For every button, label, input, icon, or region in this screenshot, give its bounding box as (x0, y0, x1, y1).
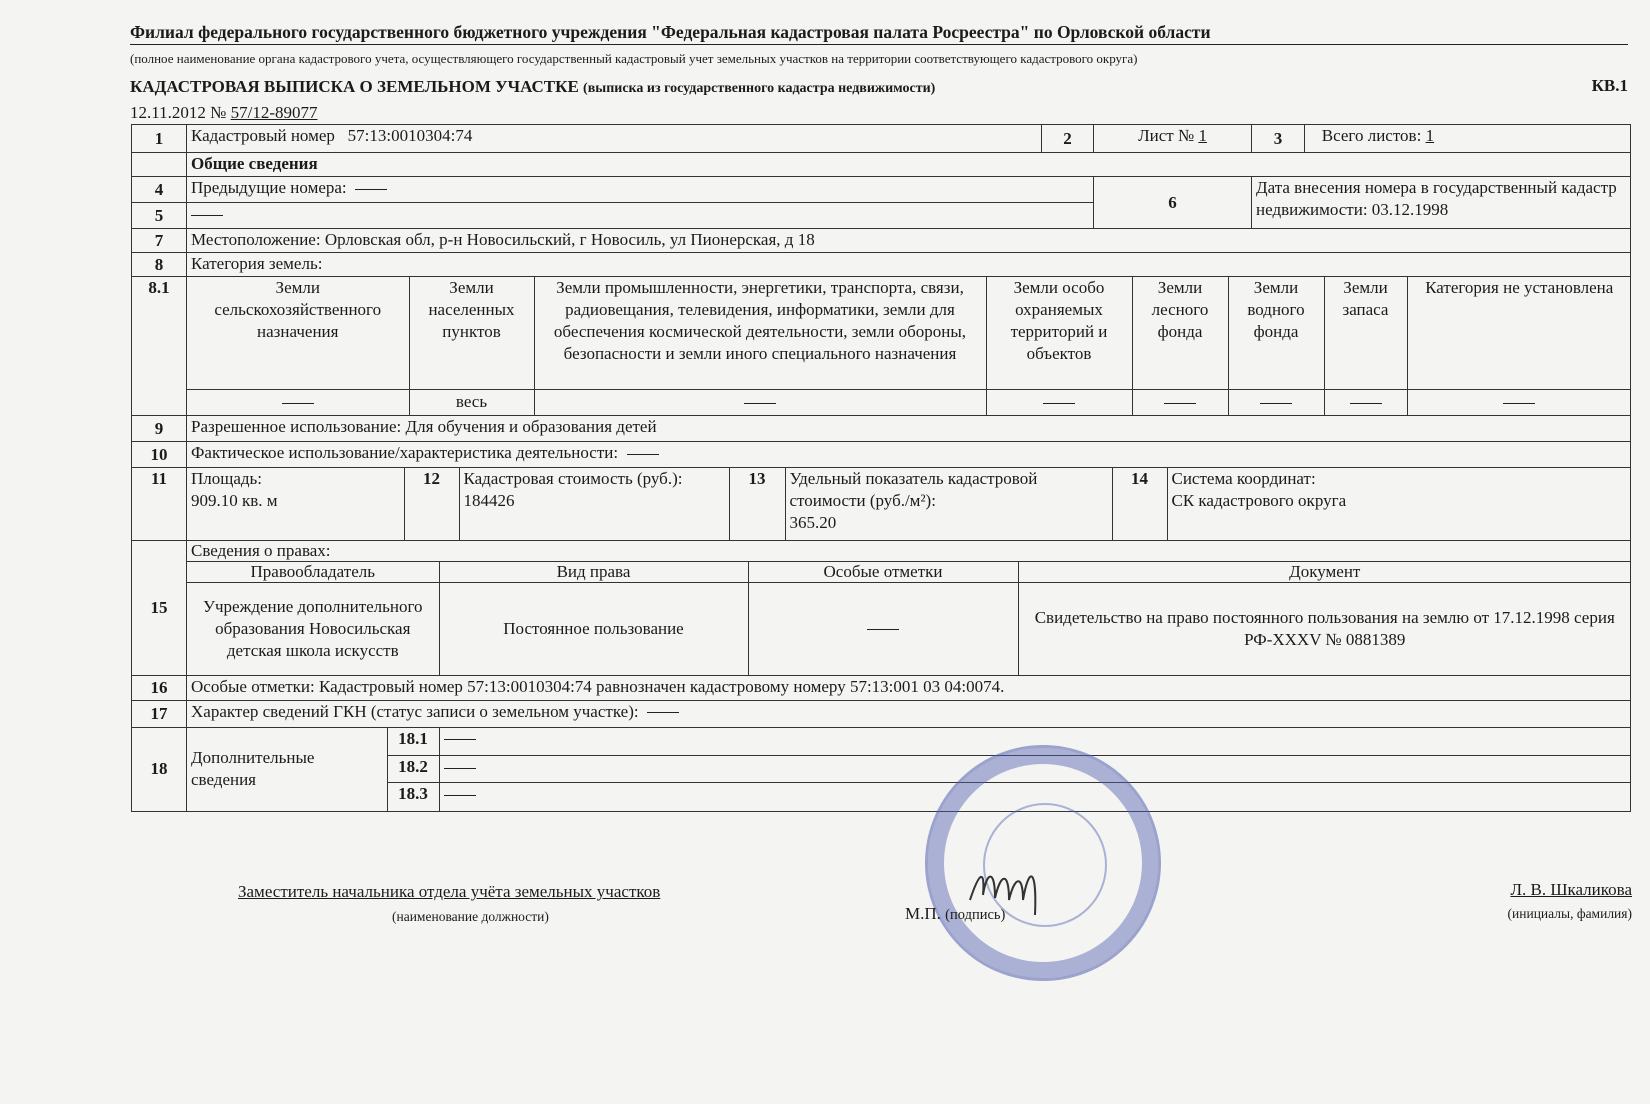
coordinate-system: СК кадастрового округа (1171, 491, 1347, 510)
seal-place: М.П. (подпись) (905, 904, 1006, 923)
name-caption: (инициалы, фамилия) (1507, 906, 1632, 921)
row-1: 1 Кадастровый номер 57:13:0010304:74 2 Лист № 1 3 Всего листов: 1 (132, 125, 1631, 153)
row-17: 17 Характер сведений ГКН (статус записи о земельном участке): (132, 700, 1631, 727)
cadastral-number: 57:13:0010304:74 (347, 126, 473, 145)
sheet-number: 1 (1198, 126, 1207, 145)
row-11: 11 Площадь: 909.10 кв. м 12 Кадастровая стоимость (руб.): 184426 13 Удельный показатель кадастровой стоимости (руб./м²): 365.20 14 Система координат: СК кадастрового округа (132, 468, 1631, 541)
right-type: Постоянное пользование (439, 583, 748, 675)
category-protected: Земли особо охраняемых территорий и объектов (986, 277, 1132, 389)
additional-info-label: Дополнительные сведения (187, 728, 387, 811)
permitted-use: Разрешенное использование: Для обучения и образования детей (187, 416, 1631, 442)
location: Местоположение: Орловская обл, р-н Новосильский, г Новосиль, ул Пионерская, д 18 (187, 229, 1631, 253)
empty-dash (191, 215, 223, 216)
document-number: 57/12-89077 (230, 103, 318, 122)
row-4: 4 Предыдущие номера: 6 Дата внесения номера в государственный кадастр недвижимости: 03.12.1998 (132, 177, 1631, 203)
category-forest: Земли лесного фонда (1132, 277, 1228, 389)
special-marks: Особые отметки: Кадастровый номер 57:13:0010304:74 равнозначен кадастровому номеру 57:13:001 03 04:0074. (187, 675, 1631, 700)
empty-dash (355, 189, 387, 190)
land-category-label: Категория земель: (187, 253, 1631, 277)
document-title: КАДАСТРОВАЯ ВЫПИСКА О ЗЕМЕЛЬНОМ УЧАСТКЕ (выписка из государственного кадастра недвижимости) (130, 77, 936, 96)
row-18: 18 Дополнительные сведения 18.1 18.2 18.3 (132, 727, 1631, 811)
row-7: 7 Местоположение: Орловская обл, р-н Новосильский, г Новосиль, ул Пионерская, д 18 (132, 229, 1631, 253)
unit-cost: 365.20 (789, 513, 837, 532)
title-note: (выписка из государственного кадастра недвижимости) (583, 81, 936, 96)
category-industry: Земли промышленности, энергетики, транспорта, связи, радиовещания, телевидения, информатики, земли для обеспечения космической деятельности, земли обороны, безопасности и земли иного специального назначения (534, 277, 986, 389)
signer-name: Л. В. Шкаликова (1510, 880, 1632, 899)
actual-use: Фактическое использование/характеристика деятельности: (191, 443, 619, 462)
right-document: Свидетельство на право постоянного пользования на землю от 17.12.1998 серия РФ-XXXV № 0881389 (1018, 583, 1631, 675)
signer-position: Заместитель начальника отдела учёта земельных участков (238, 882, 661, 901)
rights-table: Правообладатель Вид права Особые отметки Документ Учреждение дополнительного образования Новосильская детская школа искусств Постоянное пользование Свидетельство на право постоянного пользования на землю от 17.12.1998 серия РФ-XXXV № 0881389 (187, 561, 1631, 675)
row-8-2-values (187, 389, 1631, 415)
category-agricultural: Земли сельскохозяйственного назначения (187, 277, 409, 389)
row-8-1: 8.1 Земли сельскохозяйственного назначения Земли населенных пунктов Земли промышленности, энергетики, транспорта, связи, радиовещания, телевидения, информатики, земли для обеспечения космической деятельности, земли обороны, безопасности и земли иного специального назначения Земли особо охраняемых территорий и объектов Земли лесного фонда Земли водного фонда Земли запаса Категория не установлена весь (132, 277, 1631, 416)
organization-caption: (полное наименование органа кадастрового учета, осуществляющего государственный кадастровый учет земельных участков на территории соответствующего кадастрового округа) (130, 51, 1138, 66)
record-status: Характер сведений ГКН (статус записи о земельном участке): (191, 701, 639, 721)
land-category-table (187, 277, 1631, 415)
rights-heading: Сведения о правах: (191, 541, 331, 560)
category-undefined: Категория не установлена (1407, 277, 1631, 389)
number-entry-date: Дата внесения номера в государственный кадастр недвижимости: 03.12.1998 (1252, 177, 1631, 229)
row-general (132, 153, 1631, 177)
category-settlements: Земли населенных пунктов (409, 277, 534, 389)
cadastral-form-table (131, 124, 1631, 812)
row-15: 15 Сведения о правах: Правообладатель Вид права Особые отметки Документ Учреждение дополнительного образования Новосильская детская школа искусств Постоянное пользование Свидетельство на право постоянного пользования на землю от 17.12.1998 серия РФ-XXXV № 0881389 (132, 541, 1631, 676)
general-info-heading: Общие сведения (187, 153, 1631, 177)
category-reserve: Земли запаса (1324, 277, 1407, 389)
row-10: 10 Фактическое использование/характеристика деятельности: (132, 442, 1631, 468)
category-water: Земли водного фонда (1228, 277, 1324, 389)
cadastral-cost: 184426 (463, 491, 515, 510)
row-9: 9 Разрешенное использование: Для обучения и образования детей (132, 416, 1631, 442)
area-value: 909.10 кв. м (191, 491, 278, 510)
right-holder: Учреждение дополнительного образования Новосильская детская школа искусств (187, 583, 439, 675)
form-code: КВ.1 (1591, 76, 1628, 95)
position-caption: (наименование должности) (392, 909, 549, 924)
row-8: 8 Категория земель: (132, 253, 1631, 277)
signature-caption: (подпись) (945, 907, 1006, 923)
row-16: 16 Особые отметки: Кадастровый номер 57:13:0010304:74 равнозначен кадастровому номеру 57:13:001 03 04:0074. (132, 675, 1631, 700)
organization-name: Филиал федерального государственного бюджетного учреждения "Федеральная кадастровая палата Росреестра" по Орловской области (130, 22, 1628, 45)
row-5: 5 (132, 203, 1631, 229)
settlements-value: весь (409, 389, 534, 415)
document-date: 12.11.2012 № 57/12-89077 (130, 103, 318, 122)
total-sheets: 1 (1425, 126, 1435, 145)
